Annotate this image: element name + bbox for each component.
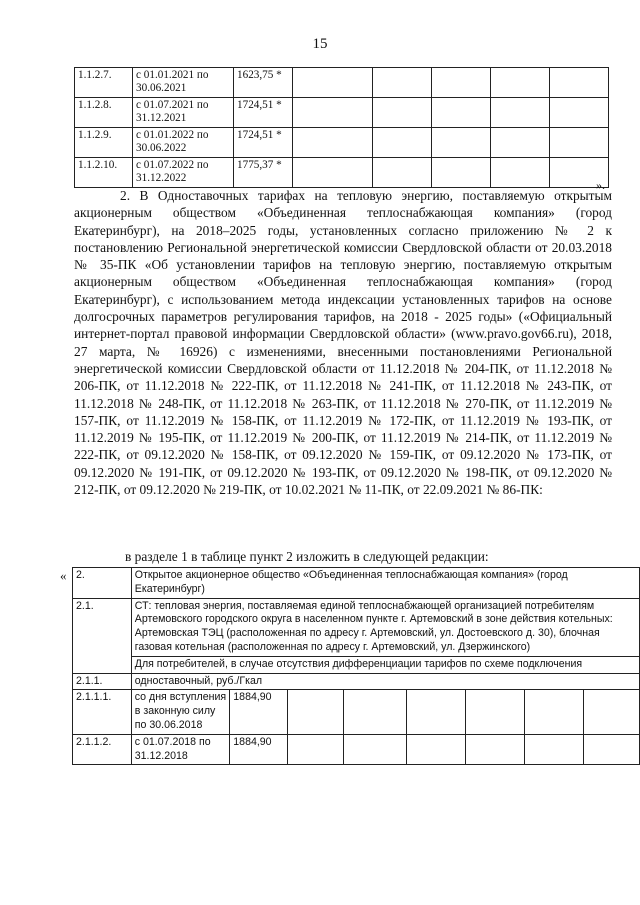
table-row <box>73 734 640 765</box>
row-code: 1.1.2.9. <box>75 128 133 158</box>
row-value: 1623,75 * <box>234 68 293 98</box>
row-code: 2.1.1. <box>73 673 132 690</box>
row-value: 1884,90 <box>230 690 288 734</box>
empty-cell <box>373 128 432 158</box>
row-value: 1884,90 <box>230 734 288 765</box>
empty-cell <box>491 68 550 98</box>
empty-cell <box>288 734 344 765</box>
empty-cell <box>432 128 491 158</box>
empty-cell <box>491 158 550 188</box>
empty-cell <box>293 158 373 188</box>
row-code: 2.1.1.2. <box>73 734 132 765</box>
row-period: с 01.07.2018 по 31.12.2018 <box>131 734 230 765</box>
row-period: с 01.07.2021 по 31.12.2021 <box>133 98 234 128</box>
row-code: 1.1.2.7. <box>75 68 133 98</box>
empty-cell <box>344 690 406 734</box>
row-code: 2. <box>73 568 132 599</box>
empty-cell <box>525 690 583 734</box>
empty-cell <box>432 68 491 98</box>
empty-cell <box>373 158 432 188</box>
table-row <box>73 690 640 734</box>
row-code: 2.1.1.1. <box>73 690 132 734</box>
table-row <box>75 158 609 188</box>
row-period: с 01.07.2022 по 31.12.2022 <box>133 158 234 188</box>
empty-cell <box>293 128 373 158</box>
table-row <box>75 98 609 128</box>
top-tariff-table <box>74 67 609 188</box>
empty-cell <box>491 98 550 128</box>
organization-name: Открытое акционерное общество «Объединенная теплоснабжающая компания» (город Екатеринбург) <box>131 568 639 599</box>
empty-cell <box>583 690 639 734</box>
empty-cell <box>465 734 524 765</box>
empty-cell <box>344 734 406 765</box>
row-period: с 01.01.2022 по 30.06.2022 <box>133 128 234 158</box>
instruction-line: в разделе 1 в таблице пункт 2 изложить в следующей редакции: <box>125 549 489 564</box>
empty-cell <box>550 128 609 158</box>
bottom-tariff-table <box>72 567 640 765</box>
empty-cell <box>288 690 344 734</box>
row-code: 2.1. <box>73 598 132 673</box>
table-row <box>73 598 640 656</box>
empty-cell <box>373 98 432 128</box>
row-code: 1.1.2.8. <box>75 98 133 128</box>
table-row <box>75 68 609 98</box>
empty-cell <box>406 690 465 734</box>
closing-quote-mark: ». <box>596 178 605 192</box>
opening-quote-mark: « <box>60 568 67 583</box>
empty-cell <box>550 98 609 128</box>
service-description: СТ: тепловая энергия, поставляемая единой теплоснабжающей организацией потребителям Артемовского городского округа в населенном пункте г. Артемовский в зоне действия котельных: Артемовская ТЭЦ (расположенная по адресу г. Артемовский, ул. Достоевского д. 30), блочная газовая котельная (расположенная по адресу г. Артемовский, ул. Дзержинского) <box>131 598 639 656</box>
empty-cell <box>432 158 491 188</box>
paragraph-text: 2. В Одноставочных тарифах на тепловую энергию, поставляемую открытым акционерным обществом «Объединенная теплоснабжающая компания» (город Екатеринбург), на 2018–2025 годы, установленных согласно приложению № 2 к постановлению Региональной энергетической комиссии Свердловской области от 20.03.2018 № 35-ПК «Об установлении тарифов на тепловую энергию, поставляемую открытым акционерным обществом «Объединенная теплоснабжающая компания» (город Екатеринбург), с использованием метода индексации установленных тарифов на основе долгосрочных параметров регулирования тарифов, на 2018 - 2025 годы» («Официальный интернет-портал правовой информации Свердловской области» (www.pravo.gov66.ru), 2018, 27 марта, № 16926) с изменениями, внесенными постановлениями Региональной энергетической комиссии Свердловской области от 11.12.2018 № 204-ПК, от 11.12.2018 № 206-ПК, от 11.12.2018 № 222-ПК, от 11.12.2018 № 241-ПК, от 11.12.2018 № 243-ПК, от 11.12.2018 № 248-ПК, от 11.12.2018 № 263-ПК, от 11.12.2018 № 270-ПК, от 11.12.2019 № 157-ПК, от 11.12.2019 № 158-ПК, от 11.12.2019 № 172-ПК, от 11.12.2019 № 193-ПК, от 11.12.2019 № 195-ПК, от 11.12.2019 № 200-ПК, от 11.12.2019 № 214-ПК, от 11.12.2019 № 222-ПК, от 09.12.2020 № 158-ПК, от 09.12.2020 № 159-ПК, от 09.12.2020 № 173-ПК, от 09.12.2020 № 191-ПК, от 09.12.2020 № 193-ПК, от 09.12.2020 № 198-ПК, от 09.12.2020 № 212-ПК, от 09.12.2020 № 219-ПК, от 10.02.2021 № 11-ПК, от 22.09.2021 № 86-ПК: <box>74 188 612 498</box>
row-code: 1.1.2.10. <box>75 158 133 188</box>
empty-cell <box>373 68 432 98</box>
empty-cell <box>491 128 550 158</box>
empty-cell <box>293 98 373 128</box>
row-period: со дня вступления в законную силу по 30.06.2018 <box>131 690 230 734</box>
table-row <box>73 568 640 599</box>
empty-cell <box>525 734 583 765</box>
row-period: с 01.01.2021 по 30.06.2021 <box>133 68 234 98</box>
empty-cell <box>406 734 465 765</box>
table-row <box>73 656 640 673</box>
empty-cell <box>583 734 639 765</box>
row-value: 1724,51 * <box>234 128 293 158</box>
empty-cell <box>550 68 609 98</box>
consumers-note: Для потребителей, в случае отсутствия дифференциации тарифов по схеме подключения <box>131 656 639 673</box>
table-row <box>73 673 640 690</box>
empty-cell <box>432 98 491 128</box>
empty-cell <box>293 68 373 98</box>
table-row <box>75 128 609 158</box>
amendment-paragraph <box>74 187 612 498</box>
row-value: 1775,37 * <box>234 158 293 188</box>
page-number: 15 <box>312 36 328 52</box>
empty-cell <box>465 690 524 734</box>
row-value: 1724,51 * <box>234 98 293 128</box>
tariff-type: одноставочный, руб./Гкал <box>131 673 639 690</box>
